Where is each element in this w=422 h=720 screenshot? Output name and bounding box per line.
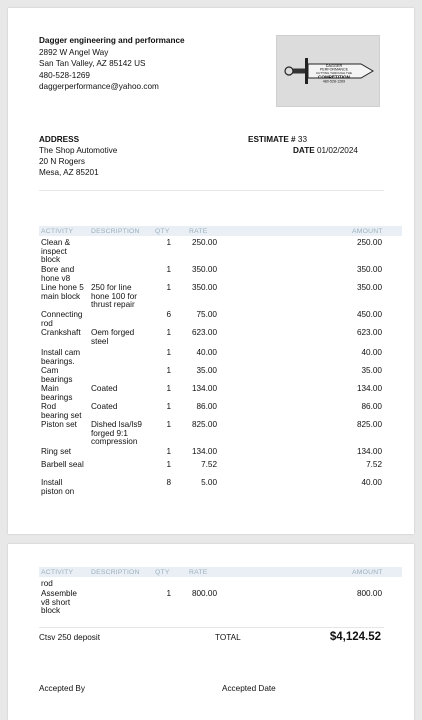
col-rate: RATE — [189, 227, 208, 235]
item-rate: 350.00 — [191, 265, 217, 274]
business-email: daggerperformance@yahoo.com — [39, 82, 159, 92]
item-description: Coated — [91, 402, 118, 411]
item-activity: Line hone 5 main block — [41, 283, 84, 301]
item-amount: 134.00 — [356, 447, 382, 456]
item-description: Oem forged steel — [91, 328, 135, 346]
item-qty: 1 — [166, 328, 171, 337]
item-rate: 800.00 — [191, 589, 217, 598]
item-amount: 40.00 — [361, 348, 382, 357]
table-row — [39, 329, 402, 349]
table-row — [39, 580, 402, 590]
item-amount: 250.00 — [356, 238, 382, 247]
business-name: Dagger engineering and performance — [39, 36, 185, 45]
item-qty: 1 — [166, 265, 171, 274]
estimate-page-1 — [8, 8, 414, 534]
item-rate: 86.00 — [196, 402, 217, 411]
item-qty: 1 — [166, 402, 171, 411]
table-header — [39, 226, 402, 236]
item-rate: 75.00 — [196, 310, 217, 319]
item-activity: Assemble v8 short block — [41, 589, 77, 615]
table-row — [39, 284, 402, 311]
table-row — [39, 421, 402, 448]
estimate-date-label: DATE — [293, 146, 315, 155]
estimate-page-2 — [8, 544, 414, 720]
item-activity: Ring set — [41, 447, 72, 456]
item-qty: 8 — [166, 478, 171, 487]
item-activity: Connecting rod — [41, 310, 83, 328]
item-activity: Piston set — [41, 420, 77, 429]
item-qty: 6 — [166, 310, 171, 319]
col-qty: QTY — [155, 227, 170, 235]
line-items — [39, 580, 402, 617]
item-amount: 350.00 — [356, 283, 382, 292]
item-qty: 1 — [166, 460, 171, 469]
col-activity: ACTIVITY — [41, 568, 74, 576]
table-row — [39, 448, 402, 461]
item-rate: 623.00 — [191, 328, 217, 337]
item-activity: Crankshaft — [41, 328, 81, 337]
item-rate: 250.00 — [191, 238, 217, 247]
customer-name: The Shop Automotive — [39, 146, 118, 155]
total-label: TOTAL — [215, 633, 241, 642]
table-row — [39, 367, 402, 385]
item-amount: 825.00 — [356, 420, 382, 429]
item-amount: 623.00 — [356, 328, 382, 337]
item-description: Coated — [91, 384, 118, 393]
address-label: ADDRESS — [39, 135, 80, 144]
line-items — [39, 239, 402, 497]
business-info — [39, 35, 185, 93]
item-activity: rod — [41, 579, 53, 588]
item-amount: 86.00 — [361, 402, 382, 411]
bill-to-address — [39, 134, 117, 178]
company-logo — [276, 35, 380, 107]
item-activity: Barbell seal — [41, 460, 84, 469]
item-activity: Install cam bearings. — [41, 348, 81, 366]
table-row — [39, 461, 402, 479]
table-row — [39, 479, 402, 497]
item-description: Dished lsa/ls9 forged 9:1 compression — [91, 420, 142, 446]
business-phone: 480-528-1269 — [39, 70, 90, 80]
item-qty: 1 — [166, 238, 171, 247]
item-qty: 1 — [166, 447, 171, 456]
item-qty: 1 — [166, 420, 171, 429]
item-qty: 1 — [166, 348, 171, 357]
dagger-icon — [277, 36, 379, 106]
item-activity: Main bearings — [41, 384, 73, 402]
svg-text:PERFORMANCE: PERFORMANCE — [320, 67, 348, 72]
table-row — [39, 385, 402, 403]
item-rate: 35.00 — [196, 366, 217, 375]
col-description: DESCRIPTION — [91, 227, 140, 235]
table-header — [39, 567, 402, 577]
table-row — [39, 403, 402, 421]
customer-street: 20 N Rogers — [39, 157, 85, 166]
customer-city: Mesa, AZ 85201 — [39, 168, 99, 177]
svg-text:COMPETITION: COMPETITION — [318, 74, 350, 80]
item-qty: 1 — [166, 283, 171, 292]
item-amount: 40.00 — [361, 478, 382, 487]
item-qty: 1 — [166, 384, 171, 393]
table-row — [39, 266, 402, 284]
deposit-note: Ctsv 250 deposit — [39, 633, 100, 642]
col-amount: AMOUNT — [352, 227, 383, 235]
totals-divider — [39, 627, 384, 628]
item-amount: 800.00 — [356, 589, 382, 598]
table-row — [39, 590, 402, 617]
item-amount: 350.00 — [356, 265, 382, 274]
item-activity: Bore and hone v8 — [41, 265, 75, 283]
total-value: $4,124.52 — [329, 631, 381, 643]
item-rate: 134.00 — [191, 447, 217, 456]
item-amount: 35.00 — [361, 366, 382, 375]
accepted-date-label: Accepted Date — [222, 684, 276, 693]
svg-text:480-528-1269: 480-528-1269 — [322, 79, 346, 84]
col-rate: RATE — [189, 568, 208, 576]
table-row — [39, 239, 402, 266]
estimate-number-label: ESTIMATE # — [248, 135, 296, 144]
svg-text:DAGGER: DAGGER — [325, 63, 343, 68]
header-divider — [39, 190, 384, 191]
item-rate: 40.00 — [196, 348, 217, 357]
estimate-meta — [248, 134, 358, 156]
item-description: 250 for line hone 100 for thrust repair — [91, 283, 137, 309]
table-row — [39, 349, 402, 367]
item-amount: 134.00 — [356, 384, 382, 393]
item-activity: Clean & inspect block — [41, 238, 71, 264]
business-city: San Tan Valley, AZ 85142 US — [39, 59, 146, 69]
col-amount: AMOUNT — [352, 568, 383, 576]
item-rate: 7.52 — [201, 460, 217, 469]
item-rate: 825.00 — [191, 420, 217, 429]
svg-text:CUTTING THROUGH THE: CUTTING THROUGH THE — [315, 71, 353, 76]
item-activity: Install piston on — [41, 478, 75, 496]
col-qty: QTY — [155, 568, 170, 576]
item-rate: 5.00 — [201, 478, 217, 487]
item-activity: Cam bearings — [41, 366, 73, 384]
col-description: DESCRIPTION — [91, 568, 140, 576]
col-activity: ACTIVITY — [41, 227, 74, 235]
estimate-date: 01/02/2024 — [316, 146, 358, 155]
item-rate: 134.00 — [191, 384, 217, 393]
item-rate: 350.00 — [191, 283, 217, 292]
item-activity: Rod bearing set — [41, 402, 82, 420]
item-qty: 1 — [166, 366, 171, 375]
estimate-number: 33 — [297, 135, 308, 144]
item-amount: 7.52 — [366, 460, 382, 469]
item-amount: 450.00 — [356, 310, 382, 319]
business-street: 2892 W Angel Way — [39, 47, 109, 57]
item-qty: 1 — [166, 589, 171, 598]
accepted-by-label: Accepted By — [39, 684, 85, 693]
table-row — [39, 311, 402, 329]
